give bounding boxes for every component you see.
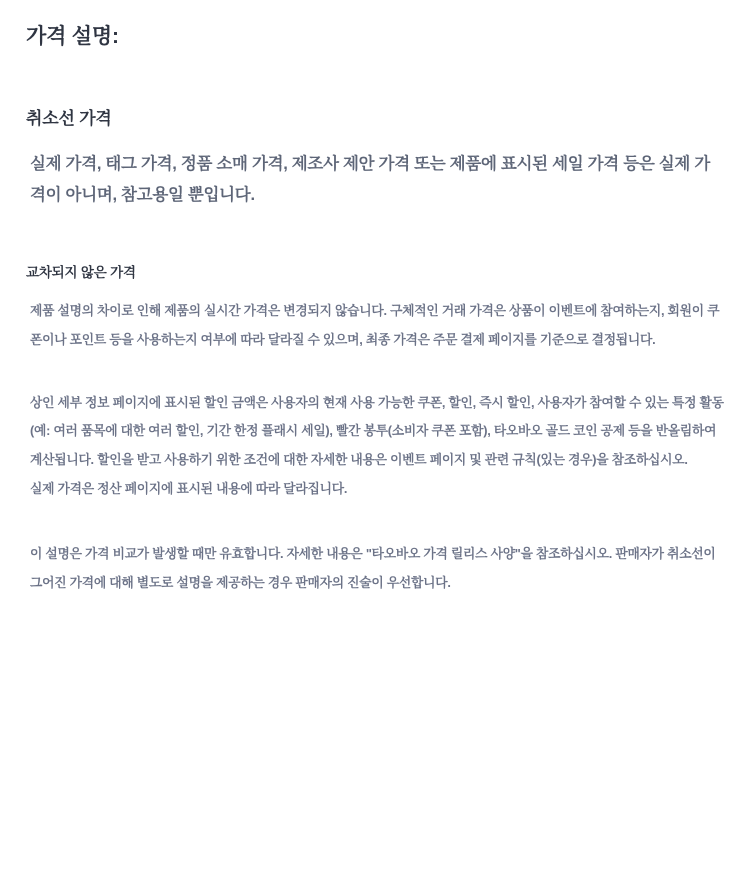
lead-paragraph-strikethrough-price: 실제 가격, 태그 가격, 정품 소매 가격, 제조사 제안 가격 또는 제품에 표시된 세일 가격 등은 실제 가격이 아니며, 참고용일 뿐입니다. xyxy=(30,155,710,204)
section-heading-non-crossed-price: 교차되지 않은 가격 xyxy=(26,265,136,281)
section-heading-strikethrough-price: 취소선 가격 xyxy=(26,109,112,129)
paragraph-discount-calculation: 상인 세부 정보 페이지에 표시된 할인 금액은 사용자의 현재 사용 가능한 쿠폰, 할인, 즉시 할인, 사용자가 참여할 수 있는 특정 활동(예: 여러 품목에 대한 여러 할인, 기간 한정 플래시 세일), 빨간 봉투(소비자 쿠폰 포함), 타오바오 골드 코인 공제 등을 반올림하여 계산됩니다. 할인을 받고 사용하기 위한 조건에 대한 자세한 내용은 이벤트 페이지 및 관련 규칙(있는 경우)을 참조하십시오. xyxy=(30,394,724,468)
paragraph-price-comparison-note: 이 설명은 가격 비교가 발생할 때만 유효합니다. 자세한 내용은 "타오바오 가격 릴리스 사양"을 참조하십시오. 판매자가 취소선이 그어진 가격에 대해 별도로 설명을 제공하는 경우 판매자의 진술이 우선합니다. xyxy=(30,545,716,590)
paragraph-settlement-page: 실제 가격은 정산 페이지에 표시된 내용에 따라 달라집니다. xyxy=(30,481,348,497)
paragraph-realtime-price: 제품 설명의 차이로 인해 제품의 실시간 가격은 변경되지 않습니다. 구체적인 거래 가격은 상품이 이벤트에 참여하는지, 회원이 쿠폰이나 포인트 등을 사용하는지 여부에 따라 달라질 수 있으며, 최종 가격은 주문 결제 페이지를 기준으로 결정됩니다. xyxy=(30,303,720,347)
page-title: 가격 설명: xyxy=(26,25,119,48)
